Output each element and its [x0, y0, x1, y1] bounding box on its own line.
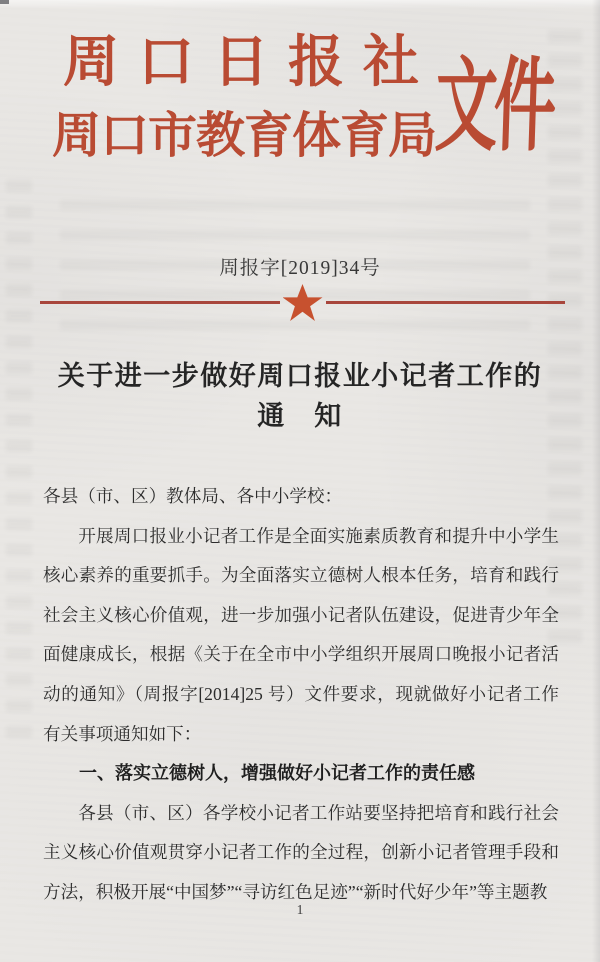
divider-line-left: [40, 301, 280, 303]
title-line2: 通 知: [257, 401, 343, 431]
scan-edge-shadow: [592, 0, 600, 962]
title-line1: 关于进一步做好周口报业小记者工作的: [57, 361, 543, 391]
doc-number: 周报字[2019]34号: [219, 258, 381, 279]
doc-type-label: 文件: [433, 51, 555, 164]
issuer-name-line2: 周口市教育体育局: [52, 108, 437, 163]
paragraph-section1: 各县（市、区）各学校小记者工作站要坚持把培育和践行社会主义核心价值观贯穿小记者工作的全过程，创新小记者管理手段和方法，积极开展“中国梦”“寻访红色足迹”“新时代好少年”等主题教: [43, 802, 559, 902]
star-icon: [283, 284, 323, 321]
document-body: [43, 477, 559, 913]
document-title: [0, 356, 600, 436]
paragraph-intro: 开展周口报业小记者工作是全面实施素质教育和提升中小学生核心素养的重要抓手。为全面落实立德树人根本任务，培育和践行社会主义核心价值观，进一步加强小记者队伍建设，促进青少年全面健康成长，根据《关于在全市中小学组织开展周口晚报小记者活动的通知》（周报字[2014]25 号）文件要求，现就做好小记者工作有关事项通知如下：: [43, 525, 559, 744]
scan-artifact-speck: [0, 0, 9, 4]
salutation: 各县（市、区）教体局、各中小学校：: [43, 486, 343, 506]
issuer-name-line1: 周口日报社: [63, 32, 438, 94]
red-divider: [40, 284, 565, 321]
divider-line-right: [326, 301, 566, 303]
page-number: 1: [296, 902, 304, 917]
section1-heading: 一、落实立德树人，增强做好小记者工作的责任感: [79, 763, 475, 784]
